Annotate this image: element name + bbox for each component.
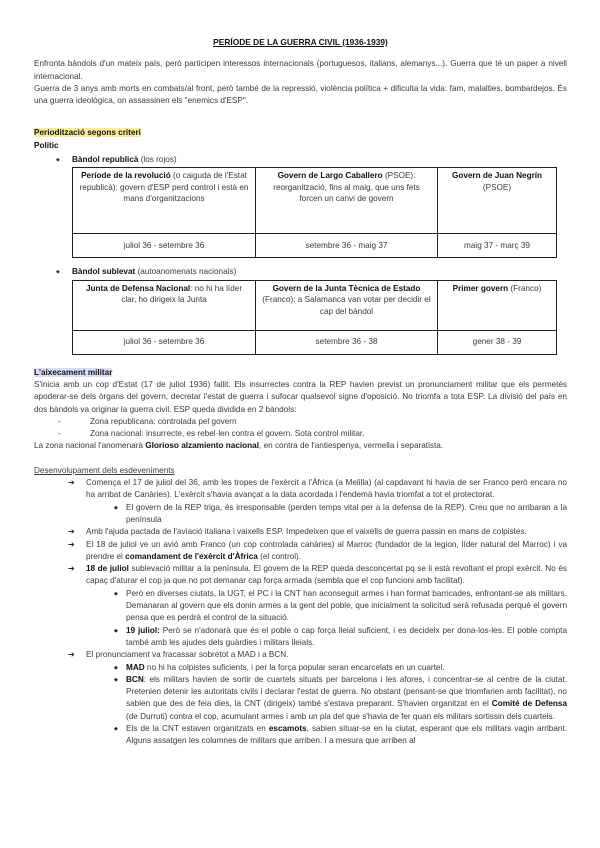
section-heading-desenvolupament: Desenvolupament dels esdeveniments	[34, 465, 175, 475]
page-title: PERÍODE DE LA GUERRA CIVIL (1936-1939)	[213, 37, 388, 47]
intro-paragraph: Enfronta bàndols d'un mateix país, però participen interessos internacionals (portuguesos, italians, alemanys...). Guerra que té un paper a nivell internacional.	[34, 59, 567, 81]
sub-list-item: ◆ Però en diverses ciutats, la UGT, el PC i la CNT han aconseguit armes i han format barricades, enfrontant-se als militars. Demanaran al govern que els donin armes a la gent del poble, que inicialment la solicitud serà refusada perquè el govern pensa que es perdrà el control de la situació.	[34, 588, 567, 625]
sub-list-item: ◆ MAD no hi ha colpistes suficients, i per la força popular seran encarcelats en un cuartel.	[34, 662, 567, 674]
section-heading-aixecament: L'aixecament militar	[34, 367, 113, 377]
table-cell: Govern de Largo Caballero (PSOE): reorganització, fins al maig, que uns fets forcen un canvi de govern	[256, 168, 438, 234]
aixecament-final: La zona nacional l'anomenarà Glorioso alzamiento nacional, en contra de l'antiespenya, vermella i separatista.	[34, 441, 444, 451]
zone-item: - Zona nacional: insurrecte, es rebel·len contra el govern. Sota control militar.	[34, 428, 567, 440]
table-cell: Govern de Juan Negrín (PSOE)	[438, 168, 557, 234]
table-cell: Primer govern (Franco)	[438, 280, 557, 330]
table-cell-date: gener 38 - 39	[438, 330, 557, 354]
list-item: ➔ El 18 de juliol ve un avió amb Franco (un cop controlada canàries) al Marroc (fundador de la legion, líder natural del Marroc) i va prendre el comandament de l'exèrcit d'Àfrica (el control).	[34, 539, 567, 564]
table-republica	[72, 167, 557, 258]
section-heading-periodization: Periodització segons criteri	[34, 128, 141, 138]
list-item: ➔ 18 de juliol sublevació militar a la península. El govern de la REP queda desconcertat pq se li està revoltant el propi exèrcit. No és capaç d'aturar el cop ja que no pot demanar cap força armada (sembla que el cop funcioni amb facilitat).	[34, 563, 567, 588]
table-sublevat	[72, 280, 557, 355]
zone-item: - Zona republicana: controlada pel govern	[34, 416, 567, 428]
aixecament-paragraph: S'inicia amb un cop d'Estat (17 de juliol 1936) fallit. Els insurrectes contra la REP havien previst un pronunciament militar que els permetés apoderar-se dels òrgans del govern, decretar l'estat de guerra i sufocar qualsevol signe d'oposició. No triomfa a tota ESP. La divisió del país en dos bàndols va originar la guerra civil. ESP queda dividida en 2 bàndols:	[34, 379, 567, 414]
bullet-republica: ◆ Bàndol republicà (los rojos)	[34, 154, 567, 166]
table-cell-date: setembre 36 - maig 37	[256, 234, 438, 258]
sub-list-item: ◆ 19 juliol: Però se n'adonarà que és el poble o cap força lleial suficient, i es decideix per dona-los-les. El poble compta també amb les ajudes dels guàrdies i militars lleials.	[34, 625, 567, 650]
table-cell-date: maig 37 - març 39	[438, 234, 557, 258]
table-cell-date: juliol 36 - setembre 36	[73, 330, 256, 354]
sub-list-item: ◆ BCN: els militars havien de sortir de cuartels situats per barcelona i les afores, i concentrar-se al centre de la ciutat. Pretenien detenir les autoritats civils i declarar l'estat de guerra. No obstant (pensant-se que triomfarien amb facilitat), no sabien que des de feia dies, la CNT (dirigeix) també s'estava preparant. S'havien organitzat en el Comité de Defensa (de Durruti) contra el cop, acumulant armes i amb un pla del que s'havia de fer quan els militars sortissin dels cuartels.	[34, 674, 567, 723]
table-cell: Junta de Defensa Nacional: no hi ha líder clar, ho dirigeix la Junta	[73, 280, 256, 330]
document-page	[34, 36, 567, 748]
list-item: ➔ Amb l'ajuda pactada de l'aviació italiana i vaixells ESP. Impedeixen que el vaixells de guerra passin en mans de colpistes.	[34, 526, 567, 538]
table-cell-date: setembre 36 - 38	[256, 330, 438, 354]
subheading-politic: Polític	[34, 140, 59, 150]
intro-paragraph: Guerra de 3 anys amb morts en combats/al front, però també de la repressió, violència política + dificulta la vida: fam, malalties, bombardejos. És una guerra ideològica, on assassinen els "enemics d'ESP".	[34, 83, 567, 106]
list-item: ➔ El pronunciament va fracassar sobretot a MAD i a BCN.	[34, 649, 567, 661]
list-item: ➔ Comença el 17 de juliol del 36, amb les tropes de l'exèrcit a l'Àfrica (a Melilla) (al capdavant hi havia de ser Franco però encara no ha arribat de Canàries). L'exèrcit s'havia avançat a la data acordada i l'endemà havia triomfat a tot el protectorat.	[34, 477, 567, 502]
table-cell: Govern de la Junta Tècnica de Estado (Franco): a Salamanca van votar per decidir el cap del bàndol	[256, 280, 438, 330]
table-cell-date: juliol 36 - setembre 36	[73, 234, 256, 258]
sub-list-item: ◆ Els de la CNT estaven organitzats en escamots, sabien situar-se en la ciutat, esperant que els militars vagin arribant. Alguns assatgen les columnes de militars que arriben. I a mesura que arriben al	[34, 723, 567, 748]
table-cell: Període de la revolució (o caiguda de l'Estat republicà): govern d'ESP perd control i està en mans d'organitzacions	[73, 168, 256, 234]
bullet-sublevat: ◆ Bàndol sublevat (autoanomenats nacionals)	[34, 266, 567, 278]
sub-list-item: ◆ El govern de la REP triga, és irresponsable (perden temps vital per a la defensa de la REP). Creu que no arribaran a la península	[34, 502, 567, 527]
